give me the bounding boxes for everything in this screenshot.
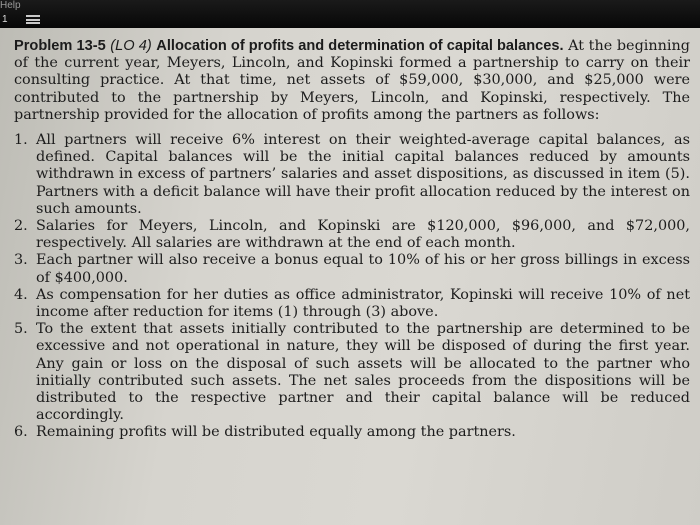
item-text: As compensation for her duties as office administrator, Kopinski will receive 10% of net income after reduction for items (1) through (3) above. [36, 286, 690, 321]
list-item [14, 252, 690, 286]
item-number: 2. [14, 218, 28, 235]
help-menu[interactable]: Help [0, 0, 21, 11]
allocation-rules-list [14, 132, 690, 442]
viewer-toolbar [0, 0, 700, 28]
problem-title: Allocation of profits and determination of capital balances. [156, 38, 564, 54]
problem-document [14, 38, 690, 442]
item-text: Remaining profits will be distributed equally among the partners. [36, 424, 516, 441]
list-item [14, 424, 690, 441]
item-text: All partners will receive 6% interest on their weighted-average capital balances, as defined. Capital balances will be the initial capital balances reduced by amounts withdrawn in excess of partners’ salaries and asset dispositions, as discussed in item (5). Partners with a deficit balance will have their profit allocation reduced by the interest on such amounts. [36, 132, 690, 217]
item-number: 4. [14, 286, 28, 303]
item-text: To the extent that assets initially contributed to the partnership are determined to be excessive and not operational in nature, they will be disposed of during the first year. Any gain or loss on the disposal of such assets will be allocated to the partner who initially contributed such assets. The net sales proceeds from the dispositions will be distributed to the respective partner and their capital balance will be reduced accordingly. [36, 321, 690, 424]
learning-objective: (LO 4) [110, 38, 152, 54]
item-number: 6. [14, 424, 28, 441]
problem-intro-paragraph [14, 38, 690, 124]
problem-intro-text: At the beginning of the current year, Meyers, Lincoln, and Kopinski formed a partnership to carry on their consulting practice. At that time, net assets of $59,000, $30,000, and $25,000 were contributed to the partnership by Meyers, Lincoln, and Kopinski, respectively. The partnership provided for the allocation of profits among the partners as follows: [14, 38, 691, 123]
item-number: 5. [14, 321, 28, 338]
list-item [14, 218, 690, 252]
list-item [14, 321, 690, 424]
menu-icon[interactable] [26, 15, 40, 24]
problem-number: Problem 13-5 [14, 38, 106, 54]
item-number: 3. [14, 252, 28, 269]
item-text: Salaries for Meyers, Lincoln, and Kopinski are $120,000, $96,000, and $72,000, respectively. All salaries are withdrawn at the end of each month. [36, 218, 690, 252]
list-item [14, 287, 690, 321]
item-text: Each partner will also receive a bonus equal to 10% of his or her gross billings in excess of $400,000. [36, 252, 690, 286]
page-marker: 1 [2, 14, 8, 25]
list-item [14, 132, 690, 218]
item-number: 1. [14, 132, 28, 149]
